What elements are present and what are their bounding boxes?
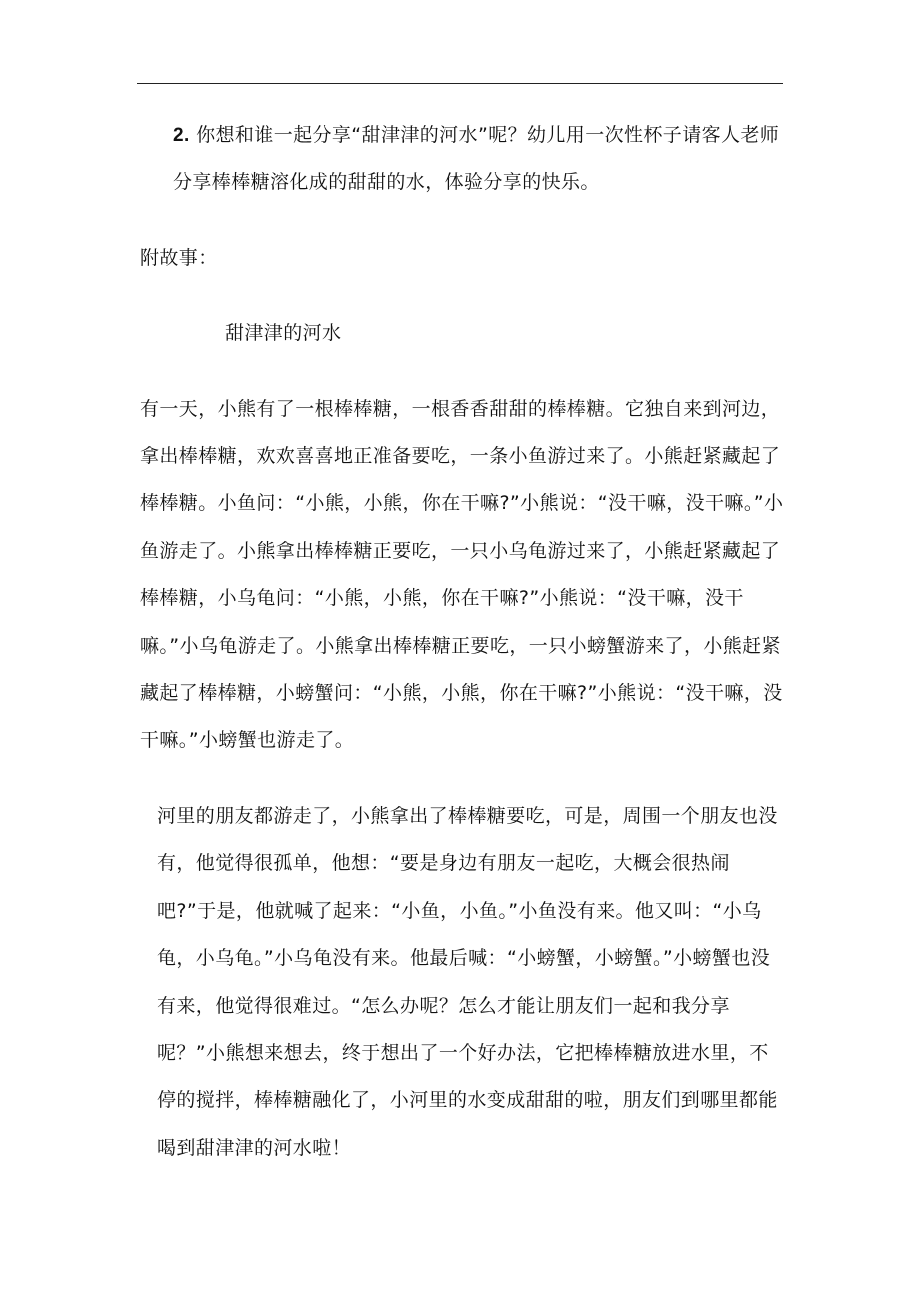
intro-text: 你想和谁一起分享“甜津津的河水”呢？幼儿用一次性杯子请客人老师分享棒棒糖溶化成的甜甜的水，体验分享的快乐。 (173, 124, 780, 194)
story-paragraph-2: 河里的朋友都游走了，小熊拿出了棒棒糖要吃，可是，周围一个朋友也没有，他觉得很孤单，他想：“要是身边有朋友一起吃，大概会很热闹吧?”于是，他就喊了起来：“小鱼，小鱼。”小鱼没有来。他又叫：“小乌龟，小乌龟。”小乌龟没有来。他最后喊：“小螃蟹，小螃蟹。”小螃蟹也没有来，他觉得很难过。“怎么办呢？怎么才能让朋友们一起和我分享呢？”小熊想来想去，终于想出了一个好办法，它把棒棒糖放进水里，不停的搅拌，棒棒糖融化了，小河里的水变成甜甜的啦，朋友们到哪里都能喝到甜津津的河水啦！ (157, 804, 778, 1159)
story-title: 甜津津的河水 (225, 322, 342, 345)
document-body (140, 112, 785, 1172)
appendix-label: 附故事： (140, 246, 218, 269)
intro-number: 2. (173, 125, 190, 146)
intro-paragraph (140, 112, 785, 207)
header-divider (137, 83, 783, 84)
story-paragraph-1: 有一天，小熊有了一根棒棒糖，一根香香甜甜的棒棒糖。它独自来到河边，拿出棒棒糖，欢欢喜喜地正准备要吃，一条小鱼游过来了。小熊赶紧藏起了棒棒糖。小鱼问：“小熊，小熊，你在干嘛?”小熊说：“没干嘛，没干嘛。”小鱼游走了。小熊拿出棒棒糖正要吃，一只小乌龟游过来了，小熊赶紧藏起了棒棒糖，小乌龟问：“小熊，小熊，你在干嘛?”小熊说：“没干嘛，没干嘛。”小乌龟游走了。小熊拿出棒棒糖正要吃，一只小螃蟹游来了，小熊赶紧藏起了棒棒糖，小螃蟹问：“小熊，小熊，你在干嘛?”小熊说：“没干嘛，没干嘛。”小螃蟹也游走了。 (140, 397, 784, 752)
